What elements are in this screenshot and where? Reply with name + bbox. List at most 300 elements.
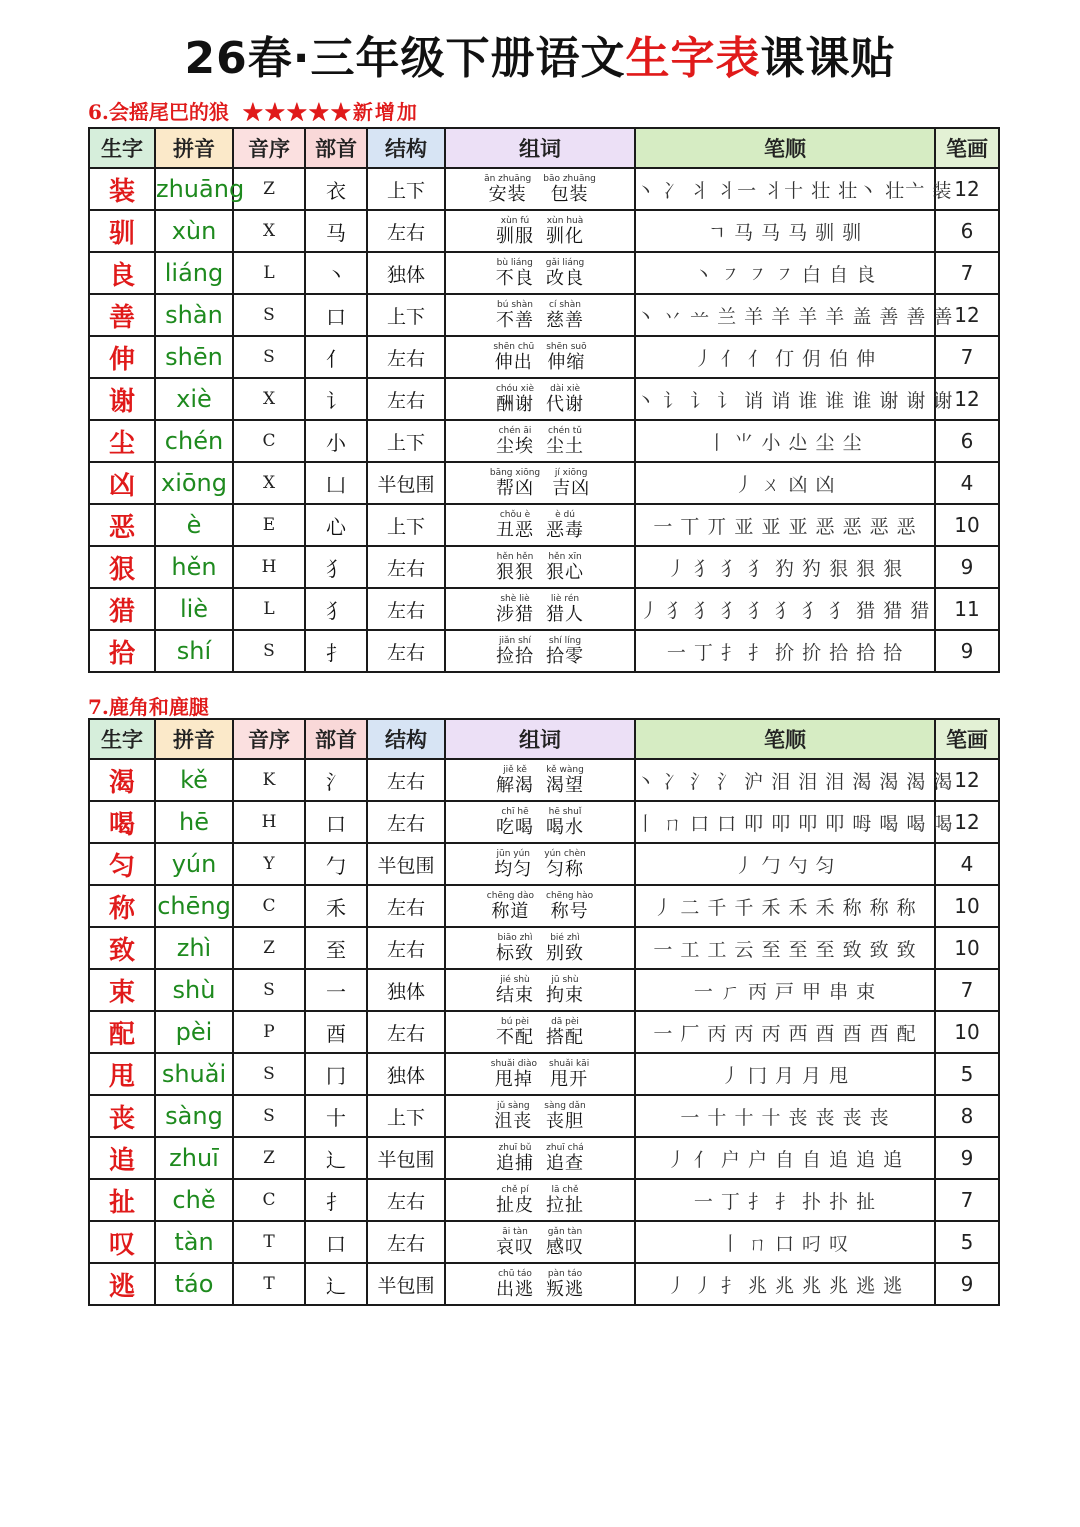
stroke-order-cell: 丨 ⺌ 小 尐 尘 尘 (635, 420, 935, 462)
radical-cell: 口 (305, 1221, 367, 1263)
table-row (89, 504, 999, 546)
word-hanzi: 出逃 (496, 1278, 534, 1300)
structure-cell: 上下 (367, 1095, 445, 1137)
structure-cell: 半包围 (367, 1137, 445, 1179)
word-entry (544, 850, 586, 879)
sound-order-cell: C (233, 1179, 305, 1221)
radical-cell: 衣 (305, 168, 367, 210)
sound-order-cell: Z (233, 927, 305, 969)
char-cell: 拾 (89, 630, 155, 672)
pinyin-cell: liè (155, 588, 233, 630)
pinyin-cell: táo (155, 1263, 233, 1305)
words-cell (445, 1221, 635, 1263)
stroke-order-cell: 一 厂 丙 丙 丙 西 酉 酉 酉 配 (635, 1011, 935, 1053)
words-cell (445, 1053, 635, 1095)
table-row (89, 588, 999, 630)
sound-order-cell: S (233, 969, 305, 1011)
stroke-count-cell: 6 (935, 420, 999, 462)
sound-order-cell: L (233, 252, 305, 294)
structure-cell: 独体 (367, 969, 445, 1011)
word-entry (490, 469, 540, 498)
stroke-count-cell: 10 (935, 885, 999, 927)
word-entry (546, 637, 584, 666)
stroke-count-cell: 9 (935, 630, 999, 672)
word-pinyin: zhuī chá (546, 1142, 584, 1153)
words-cell (445, 420, 635, 462)
word-hanzi: 甩开 (550, 1068, 589, 1090)
header-radical: 部首 (305, 128, 367, 168)
pinyin-cell: xùn (155, 210, 233, 252)
pinyin-cell: chén (155, 420, 233, 462)
structure-cell: 半包围 (367, 843, 445, 885)
word-hanzi: 改良 (546, 267, 584, 289)
word-hanzi: 扯皮 (496, 1194, 534, 1216)
structure-cell: 上下 (367, 504, 445, 546)
stroke-order-cell: 一 ㄏ 丙 戸 甲 串 束 (635, 969, 935, 1011)
word-entry (496, 511, 534, 540)
header-words: 组词 (445, 128, 635, 168)
word-entry (496, 976, 534, 1005)
table-row (89, 843, 999, 885)
word-hanzi: 不善 (496, 309, 534, 331)
table-row (89, 1263, 999, 1305)
header-radical: 部首 (305, 719, 367, 759)
char-cell: 尘 (89, 420, 155, 462)
stroke-count-cell: 10 (935, 1011, 999, 1053)
sound-order-cell: Z (233, 168, 305, 210)
word-entry (496, 427, 534, 456)
word-pair (446, 1228, 634, 1257)
stroke-count-cell: 7 (935, 1179, 999, 1221)
word-pinyin: shí líng (548, 635, 582, 646)
structure-cell: 左右 (367, 885, 445, 927)
word-pinyin: lā chě (551, 1184, 579, 1195)
sound-order-cell: T (233, 1263, 305, 1305)
char-cell: 善 (89, 294, 155, 336)
stroke-order-cell: 丿 勹 勺 匀 (635, 843, 935, 885)
word-pair (446, 511, 634, 540)
word-hanzi: 哀叹 (496, 1236, 534, 1258)
header-row (89, 128, 999, 168)
structure-cell: 左右 (367, 336, 445, 378)
char-cell: 良 (89, 252, 155, 294)
word-entry (546, 343, 586, 372)
word-hanzi: 不良 (495, 267, 534, 289)
radical-cell: 犭 (305, 546, 367, 588)
word-pair (446, 217, 634, 246)
word-entry (496, 1270, 534, 1299)
radical-cell: 凵 (305, 462, 367, 504)
word-entry (546, 934, 584, 963)
word-pinyin: bāng xiōng (489, 467, 541, 478)
structure-cell: 左右 (367, 1179, 445, 1221)
title-prefix: 26春·三年级下册语文 (184, 33, 626, 84)
pinyin-cell: zhì (155, 927, 233, 969)
word-pair (446, 259, 634, 288)
stroke-count-cell: 7 (935, 252, 999, 294)
words-cell (445, 504, 635, 546)
radical-cell: 十 (305, 1095, 367, 1137)
words-cell (445, 801, 635, 843)
word-hanzi: 丑恶 (496, 519, 534, 541)
table-row (89, 801, 999, 843)
word-pinyin: pàn táo (547, 1268, 583, 1279)
pinyin-cell: pèi (155, 1011, 233, 1053)
word-pinyin: è dú (555, 509, 575, 520)
word-hanzi: 叛逃 (546, 1278, 584, 1300)
table-row (89, 759, 999, 801)
word-hanzi: 安装 (488, 183, 527, 205)
word-entry (546, 1228, 584, 1257)
words-cell (445, 378, 635, 420)
word-hanzi: 甩掉 (494, 1068, 533, 1090)
word-hanzi: 拘束 (546, 984, 584, 1006)
radical-cell: 辶 (305, 1263, 367, 1305)
word-pair (446, 175, 634, 204)
stroke-order-cell: 丿 ㄨ 凶 凶 (635, 462, 935, 504)
pinyin-cell: shí (155, 630, 233, 672)
pinyin-cell: xiōng (155, 462, 233, 504)
sound-order-cell: S (233, 630, 305, 672)
word-entry (549, 1060, 589, 1089)
stroke-order-cell: 一 丁 扌 扌 扑 扑 扯 (635, 1179, 935, 1221)
structure-cell: 左右 (367, 630, 445, 672)
sound-order-cell: S (233, 1053, 305, 1095)
word-pinyin: jí xiōng (554, 467, 588, 478)
table-row (89, 1095, 999, 1137)
word-pinyin: chě pí (501, 1184, 529, 1195)
char-cell: 伸 (89, 336, 155, 378)
word-pair (446, 934, 634, 963)
char-cell: 追 (89, 1137, 155, 1179)
word-pair (446, 1144, 634, 1173)
radical-cell: 禾 (305, 885, 367, 927)
word-hanzi: 尘埃 (496, 435, 534, 457)
word-entry (546, 1144, 584, 1173)
word-entry (496, 766, 534, 795)
word-hanzi: 酬谢 (496, 393, 534, 415)
char-cell: 甩 (89, 1053, 155, 1095)
header-structure: 结构 (367, 128, 445, 168)
table-row (89, 252, 999, 294)
pinyin-cell: shù (155, 969, 233, 1011)
words-cell (445, 843, 635, 885)
word-entry (546, 259, 585, 288)
pinyin-cell: sàng (155, 1095, 233, 1137)
words-cell (445, 546, 635, 588)
word-hanzi: 帮凶 (495, 477, 534, 499)
stroke-order-cell: 丿 冂 月 月 甩 (635, 1053, 935, 1095)
structure-cell: 左右 (367, 210, 445, 252)
word-hanzi: 拉扯 (546, 1194, 584, 1216)
structure-cell: 左右 (367, 588, 445, 630)
word-entry (546, 301, 584, 330)
radical-cell: 冂 (305, 1053, 367, 1095)
stroke-order-cell: 丶 冫 丬 丬一 丬十 壮 壮丶 壮亠 装 (635, 168, 935, 210)
stroke-count-cell: 9 (935, 546, 999, 588)
word-hanzi: 标致 (496, 942, 534, 964)
stroke-order-cell: 丿 犭 犭 犭 犭 犭 犭 犭 猎 猎 猎 (635, 588, 935, 630)
word-pinyin: shuǎi kāi (549, 1058, 590, 1069)
word-entry (496, 1228, 534, 1257)
word-pinyin: ān zhuāng (484, 173, 532, 184)
word-hanzi: 别致 (546, 942, 584, 964)
pinyin-cell: hěn (155, 546, 233, 588)
word-entry (487, 892, 534, 921)
word-entry (546, 217, 584, 246)
word-entry (496, 934, 534, 963)
structure-cell: 左右 (367, 1221, 445, 1263)
word-hanzi: 称道 (491, 900, 530, 922)
word-hanzi: 狠心 (546, 561, 584, 583)
words-cell (445, 1095, 635, 1137)
pinyin-cell: chēng (155, 885, 233, 927)
stroke-order-cell: 一 丁 扌 扌 扴 扴 拾 拾 拾 (635, 630, 935, 672)
word-pinyin: dā pèi (551, 1016, 579, 1027)
word-hanzi: 包装 (550, 183, 589, 205)
structure-cell: 上下 (367, 294, 445, 336)
structure-cell: 半包围 (367, 462, 445, 504)
word-entry (546, 553, 584, 582)
word-hanzi: 搭配 (546, 1026, 584, 1048)
structure-cell: 半包围 (367, 1263, 445, 1305)
word-entry (543, 175, 596, 204)
char-cell: 丧 (89, 1095, 155, 1137)
word-hanzi: 喝水 (546, 816, 584, 838)
sound-order-cell: X (233, 210, 305, 252)
radical-cell: 口 (305, 294, 367, 336)
word-pair (446, 427, 634, 456)
sound-order-cell: C (233, 885, 305, 927)
header-words: 组词 (445, 719, 635, 759)
stroke-order-cell: ㄱ 马 马 马 驯 驯 (635, 210, 935, 252)
word-entry (546, 511, 584, 540)
structure-cell: 左右 (367, 759, 445, 801)
table-row (89, 630, 999, 672)
sound-order-cell: Y (233, 843, 305, 885)
section-label-lesson-7 (88, 691, 209, 720)
word-entry (496, 385, 534, 414)
pinyin-cell: shuǎi (155, 1053, 233, 1095)
stroke-count-cell: 12 (935, 168, 999, 210)
sound-order-cell: K (233, 759, 305, 801)
word-pair (446, 1018, 634, 1047)
word-pinyin: chén tǔ (548, 425, 582, 436)
stroke-count-cell: 10 (935, 504, 999, 546)
word-entry (496, 595, 534, 624)
word-pinyin: jū shù (551, 974, 579, 985)
word-pinyin: xùn huà (546, 215, 584, 226)
word-pair (446, 595, 634, 624)
structure-cell: 上下 (367, 420, 445, 462)
word-entry (546, 385, 584, 414)
word-entry (496, 637, 534, 666)
char-cell: 喝 (89, 801, 155, 843)
header-pinyin: 拼音 (155, 128, 233, 168)
word-entry (496, 1144, 534, 1173)
word-pair (446, 1270, 634, 1299)
pinyin-cell: zhuāng (155, 168, 233, 210)
radical-cell: 马 (305, 210, 367, 252)
header-order: 音序 (233, 128, 305, 168)
word-pair (446, 892, 634, 921)
word-pair (446, 637, 634, 666)
word-pinyin: āi tàn (502, 1226, 528, 1237)
table-row (89, 462, 999, 504)
word-pinyin: chēng hào (546, 890, 594, 901)
pinyin-cell: shàn (155, 294, 233, 336)
stroke-count-cell: 5 (935, 1053, 999, 1095)
stroke-order-cell: 丿 犭 犭 犭 犳 犳 狠 狠 狠 (635, 546, 935, 588)
pinyin-cell: liáng (155, 252, 233, 294)
word-pinyin: gǎi liáng (545, 257, 585, 268)
word-hanzi: 驯化 (546, 225, 584, 247)
word-hanzi: 慈善 (546, 309, 584, 331)
word-entry (546, 595, 584, 624)
word-hanzi: 丧胆 (545, 1110, 584, 1132)
word-pair (446, 1102, 634, 1131)
char-cell: 狠 (89, 546, 155, 588)
stroke-order-cell: 丿 亻 户 户 自 自 追 追 追 (635, 1137, 935, 1179)
radical-cell: 辶 (305, 1137, 367, 1179)
table-row (89, 969, 999, 1011)
word-pair (446, 766, 634, 795)
structure-cell: 独体 (367, 252, 445, 294)
table-row (89, 1053, 999, 1095)
word-pair (446, 469, 634, 498)
structure-cell: 独体 (367, 1053, 445, 1095)
word-entry (544, 1102, 585, 1131)
header-order: 音序 (233, 719, 305, 759)
stroke-order-cell: 丨 ㄇ 口 口 叩 叩 叩 叩 呣 喝 喝 喝 (635, 801, 935, 843)
word-pair (446, 808, 634, 837)
character-table-lesson-7 (88, 718, 1000, 1306)
char-cell: 束 (89, 969, 155, 1011)
radical-cell: 心 (305, 504, 367, 546)
word-pinyin: jié shù (500, 974, 530, 985)
table-row (89, 885, 999, 927)
structure-cell: 左右 (367, 1011, 445, 1053)
word-hanzi: 狠狠 (496, 561, 534, 583)
stroke-count-cell: 9 (935, 1137, 999, 1179)
word-pinyin: shēn suō (546, 341, 587, 352)
word-entry (546, 976, 584, 1005)
stroke-order-cell: 丿 亻 亻 仃 仴 伯 伸 (635, 336, 935, 378)
words-cell (445, 168, 635, 210)
word-pinyin: chǒu è (499, 509, 531, 520)
word-pinyin: chén āi (498, 425, 532, 436)
table-row (89, 1221, 999, 1263)
word-hanzi: 伸缩 (547, 351, 586, 373)
stroke-count-cell: 4 (935, 843, 999, 885)
table-row (89, 294, 999, 336)
word-pinyin: bāo zhuāng (543, 173, 596, 184)
radical-cell: 口 (305, 801, 367, 843)
radical-cell: 扌 (305, 1179, 367, 1221)
char-cell: 配 (89, 1011, 155, 1053)
word-entry (546, 808, 584, 837)
header-row (89, 719, 999, 759)
words-cell (445, 1137, 635, 1179)
char-cell: 匀 (89, 843, 155, 885)
word-entry (494, 1102, 532, 1131)
stroke-count-cell: 11 (935, 588, 999, 630)
word-entry (496, 1018, 534, 1047)
word-pinyin: bú pèi (500, 1016, 530, 1027)
words-cell (445, 1263, 635, 1305)
sound-order-cell: H (233, 546, 305, 588)
word-pair (446, 1186, 634, 1215)
pinyin-cell: xiè (155, 378, 233, 420)
word-hanzi: 均匀 (494, 858, 533, 880)
word-pinyin: jiě kě (503, 764, 527, 775)
word-pinyin: cí shàn (549, 299, 581, 310)
sound-order-cell: H (233, 801, 305, 843)
page-title (0, 22, 1080, 86)
radical-cell: 酉 (305, 1011, 367, 1053)
word-pair (446, 385, 634, 414)
word-entry (546, 892, 593, 921)
word-hanzi: 匀称 (546, 858, 584, 880)
words-cell (445, 885, 635, 927)
words-cell (445, 336, 635, 378)
stroke-count-cell: 7 (935, 336, 999, 378)
word-pinyin: jūn yún (496, 848, 530, 859)
table-row (89, 378, 999, 420)
stroke-order-cell: 丶 讠 讠 讠 诮 诮 谁 谁 谁 谢 谢 谢 (635, 378, 935, 420)
word-pinyin: jiǎn shí (499, 635, 531, 646)
char-cell: 恶 (89, 504, 155, 546)
header-count: 笔画 (935, 128, 999, 168)
word-pinyin: bú shàn (497, 299, 533, 310)
sound-order-cell: S (233, 336, 305, 378)
pinyin-cell: kě (155, 759, 233, 801)
word-hanzi: 涉猎 (496, 603, 534, 625)
word-hanzi: 不配 (496, 1026, 534, 1048)
header-pinyin: 拼音 (155, 719, 233, 759)
sound-order-cell: C (233, 420, 305, 462)
word-pinyin: biāo zhì (497, 932, 533, 943)
char-cell: 渴 (89, 759, 155, 801)
section-title: 7.鹿角和鹿腿 (88, 695, 209, 719)
word-hanzi: 吃喝 (496, 816, 534, 838)
word-pinyin: kě wàng (546, 764, 584, 775)
word-pinyin: liè rén (550, 593, 580, 604)
stroke-order-cell: 丶 冫 氵 氵 沪 泪 泪 泪 渴 渴 渴 渴 (635, 759, 935, 801)
word-pinyin: chóu xiè (495, 383, 535, 394)
word-entry (552, 469, 590, 498)
radical-cell: 亻 (305, 336, 367, 378)
sound-order-cell: Z (233, 1137, 305, 1179)
word-hanzi: 解渴 (496, 774, 534, 796)
stroke-order-cell: 丶 丷 䒑 兰 羊 羊 羊 羊 盖 善 善 善 (635, 294, 935, 336)
stroke-count-cell: 6 (935, 210, 999, 252)
char-cell: 装 (89, 168, 155, 210)
structure-cell: 上下 (367, 168, 445, 210)
table-row (89, 336, 999, 378)
word-pair (446, 343, 634, 372)
pinyin-cell: tàn (155, 1221, 233, 1263)
word-entry (491, 1060, 537, 1089)
stroke-count-cell: 5 (935, 1221, 999, 1263)
word-pinyin: xùn fú (500, 215, 530, 226)
header-strokes: 笔顺 (635, 128, 935, 168)
stroke-count-cell: 9 (935, 1263, 999, 1305)
word-entry (484, 175, 531, 204)
stroke-count-cell: 12 (935, 294, 999, 336)
stroke-order-cell: 丨 ㄇ 口 叼 叹 (635, 1221, 935, 1263)
table-row (89, 1011, 999, 1053)
